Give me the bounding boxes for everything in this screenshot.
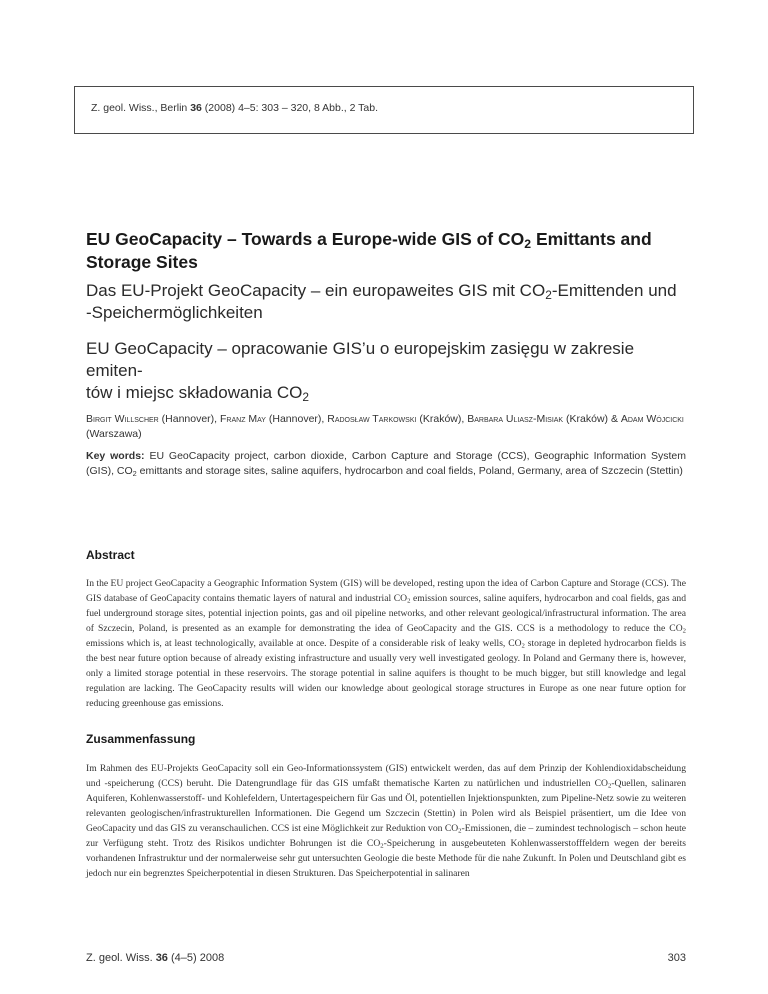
title-polish: EU GeoCapacity – opracowanie GIS’u o europejskim zasięgu w zakresie emiten- tów i miejsc składowania $CO_2$ [86,339,635,404]
author-name: Birgit Willscher [86,413,159,425]
abstract-heading: Abstract [86,548,135,562]
keywords-label: Key words: [86,450,145,462]
title-german: Das EU-Projekt GeoCapacity – ein europaweites GIS mit $CO_2$-Emittenden und -Speichermöglichkeiten [86,281,677,322]
page-number: 303 [667,952,686,964]
abstract-body: In the EU project GeoCapacity a Geographic Information System (GIS) will be developed, resting upon the idea of Carbon Capture and Storage (CCS). The GIS database of GeoCapacity contains thematic layers of natural and industrial $CO_2$ emission sources, saline aquifers, hydrocarbon and coal fields, gas and fuel underground storage sites, potential injection points, gas and oil pipeline networks, and other relevant geological/infrastructural information. The area of Szczecin, Poland, is presented as an example for demonstrating the idea of GeoCapacity and the GIS. CCS is a methodology to reduce the $CO_2$ emissions which is, at least technologically, available at once. Despite of a considerable risk of leaky wells, $CO_2$ storage in depleted hydrocarbon fields is the best near future option because of already existing infrastructure and usually very well investigated geology. In Poland and Germany there is, however, only a limited storage potential in these reservoirs. The storage potential in saline aquifers is thought to be much bigger, but still knowledge and legal regulation are lacking. The GeoCapacity results will widen our knowledge about geological storage structures in Europe as one near future option for reducing greenhouse gas emissions. [86,578,686,709]
journal-citation: Z. geol. Wiss., Berlin 36 (2008) 4–5: 303 – 320, 8 Abb., 2 Tab. [91,102,379,114]
author-name: Adam Wójcicki [620,413,684,425]
author-list: Birgit Willscher (Hannover), Franz May (Hannover), Radosław Tarkowski (Kraków), Barbara Uliasz-Misiak (Kraków) & Adam Wójcicki (Warszawa) [86,413,684,440]
zusammenfassung-heading: Zusammenfassung [86,732,196,746]
zusammenfassung-body: Im Rahmen des EU-Projekts GeoCapacity soll ein Geo-Informationssystem (GIS) entwickelt werden, das auf dem Prinzip der Kohlendioxidabscheidung und -speicherung (CCS) beruht. Die Datengrundlage für das GIS umfaßt thematische Karten zu natürlichen und industriellen $CO_2$-Quellen, salinaren Aquiferen, Kohlenwasserstoff- und Kohlefeldern, Untertagespeichern für Gas und Öl, potentiellen Injektionspunkten, zum Pipeline-Netz sowie zu weiteren relevanten geologischen/infrastrukturellen Informationen. Die Gegend um Szczecin (Stettin) in Polen wird als Beispiel präsentiert, um die Idee von GeoCapacity und das GIS zu veranschaulichen. CCS ist eine Möglichkeit zur Reduktion von $CO_2$-Emissionen, die – zumindest technologisch – schon heute zur Verfügung steht. Trotz des Risikos undichter Bohrungen ist die $CO_2$-Speicherung in ausgebeuteten Kohlenwasserstofffeldern wegen der bereits vorhandenen Infrastruktur und der normalerweise sehr gut untersuchten Geologie die beste Methode für die nahe Zukunft. In Polen und Deutschland gibt es jedoch nur ein begrenztes Speicherpotential in diesen Strukturen. Das Speicherpotential in salinaren [86,763,686,879]
citation-box [74,86,694,134]
author-name: Franz May [220,413,266,425]
author-name: Barbara Uliasz-Misiak [467,413,564,425]
author-name: Radosław Tarkowski [327,413,417,425]
footer-journal: Z. geol. Wiss. 36 (4–5) 2008 [86,952,225,964]
title-english: EU GeoCapacity – Towards a Europe-wide GIS of $CO_2$ Emittants and Storage Sites [86,229,652,272]
keywords: Key words: EU GeoCapacity project, carbon dioxide, Carbon Capture and Storage (CCS), Geographic Information System (GIS), $CO_2$ emittants and storage sites, saline aquifers, hydrocarbon and coal fields, Poland, Germany, area of Szczecin (Stettin) [86,450,686,478]
